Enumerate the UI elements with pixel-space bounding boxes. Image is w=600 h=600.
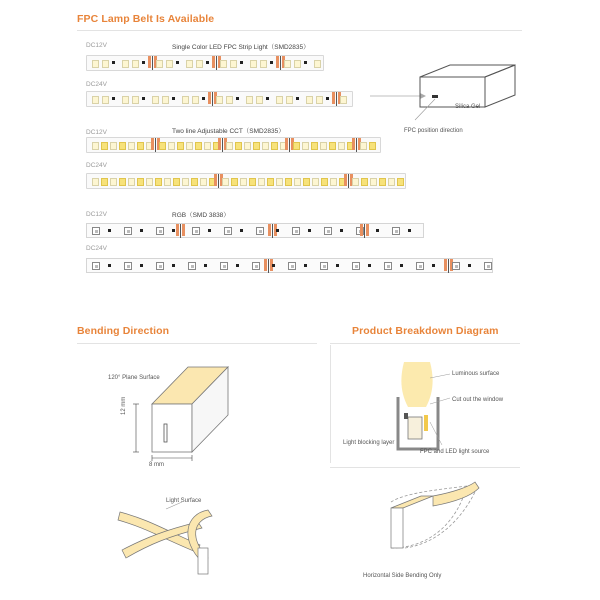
rgb-led-chip xyxy=(324,227,332,235)
rgb-led-chip xyxy=(392,227,400,235)
warm-led-chip xyxy=(249,178,256,186)
cold-led-chip xyxy=(204,142,211,150)
strip-label-cct: Two line Adjustable CCT（SMD2835） xyxy=(172,128,285,135)
solder-pad xyxy=(366,224,369,236)
resistor xyxy=(236,97,239,100)
section-divider-vertical xyxy=(330,345,331,463)
led-chip xyxy=(196,60,203,68)
led-chip xyxy=(314,60,321,68)
led-strip-rgb-24v xyxy=(86,258,493,273)
warm-led-chip xyxy=(253,142,260,150)
led-chip xyxy=(220,60,227,68)
cold-led-chip xyxy=(370,178,377,186)
cut-mark xyxy=(155,138,156,152)
resistor xyxy=(432,264,435,267)
led-chip xyxy=(256,96,263,104)
cold-led-chip xyxy=(92,178,99,186)
resistor xyxy=(108,264,111,267)
rgb-led-chip xyxy=(124,227,132,235)
warm-led-chip xyxy=(159,142,166,150)
resistor xyxy=(112,61,115,64)
cold-led-chip xyxy=(182,178,189,186)
led-chip xyxy=(284,60,291,68)
led-chip xyxy=(162,96,169,104)
cold-led-chip xyxy=(128,142,135,150)
led-chip xyxy=(260,60,267,68)
rgb-led-chip xyxy=(320,262,328,270)
resistor xyxy=(336,264,339,267)
rgb-led-chip xyxy=(188,262,196,270)
warm-led-chip xyxy=(195,142,202,150)
warm-led-chip xyxy=(293,142,300,150)
led-chip xyxy=(102,96,109,104)
cut-window-label: Cut out the window xyxy=(452,397,504,403)
plane-surface-label: 120° Plane Surface xyxy=(108,375,160,381)
resistor xyxy=(112,97,115,100)
strip-label-rgb: RGB（SMD 3838） xyxy=(172,212,230,219)
resistor xyxy=(276,229,279,232)
led-chip xyxy=(186,60,193,68)
warm-led-chip xyxy=(303,178,310,186)
cut-mark xyxy=(222,138,223,152)
resistor xyxy=(326,97,329,100)
voltage-label-12v: DC12V xyxy=(86,211,107,218)
solder-pad xyxy=(218,138,221,150)
horizontal-bending-diagram xyxy=(375,478,495,578)
cut-mark xyxy=(356,138,357,152)
cold-led-chip xyxy=(128,178,135,186)
cut-mark xyxy=(348,174,349,188)
resistor xyxy=(266,97,269,100)
solder-pad xyxy=(176,224,179,236)
warm-led-chip xyxy=(137,142,144,150)
solder-pad xyxy=(360,224,363,236)
warm-led-chip xyxy=(285,178,292,186)
cold-led-chip xyxy=(352,178,359,186)
warm-led-chip xyxy=(321,178,328,186)
cold-led-chip xyxy=(258,178,265,186)
resistor xyxy=(142,97,145,100)
light-surface-label: Light Surface xyxy=(166,498,202,504)
cut-mark xyxy=(218,174,219,188)
solder-pad xyxy=(208,92,211,104)
warm-led-chip xyxy=(119,142,126,150)
resistor xyxy=(368,264,371,267)
section-divider xyxy=(330,467,520,468)
warm-led-chip xyxy=(369,142,376,150)
cold-led-chip xyxy=(240,178,247,186)
resistor xyxy=(304,61,307,64)
warm-led-chip xyxy=(329,142,336,150)
led-strip-single-12v xyxy=(86,55,324,71)
warm-led-chip xyxy=(271,142,278,150)
warm-led-chip xyxy=(379,178,386,186)
led-chip xyxy=(294,60,301,68)
cut-mark xyxy=(280,56,281,70)
cold-led-chip xyxy=(186,142,193,150)
led-chip xyxy=(216,96,223,104)
rgb-led-chip xyxy=(256,227,264,235)
resistor xyxy=(240,61,243,64)
solder-pad xyxy=(212,56,215,68)
fpc-direction-label: FPC position direction xyxy=(404,128,463,134)
voltage-label-12v: DC12V xyxy=(86,42,107,49)
resistor xyxy=(140,229,143,232)
rgb-led-chip xyxy=(452,262,460,270)
led-chip xyxy=(276,96,283,104)
cut-mark xyxy=(336,92,337,106)
warm-led-chip xyxy=(267,178,274,186)
bending-cross-diagram xyxy=(110,500,240,580)
profile-dimension-diagram xyxy=(130,362,240,472)
solder-pad xyxy=(352,138,355,150)
fpc-led-label: FPC and LED light source xyxy=(420,449,490,455)
width-dimension: 8 mm xyxy=(149,462,164,468)
warm-led-chip xyxy=(311,142,318,150)
resistor xyxy=(272,264,275,267)
section-divider xyxy=(77,343,317,344)
led-chip xyxy=(102,60,109,68)
led-chip xyxy=(122,96,129,104)
solder-pad xyxy=(444,259,447,271)
rgb-led-chip xyxy=(92,262,100,270)
rgb-led-chip xyxy=(156,262,164,270)
resistor xyxy=(108,229,111,232)
cold-led-chip xyxy=(222,178,229,186)
rgb-led-chip xyxy=(192,227,200,235)
solder-pad xyxy=(148,56,151,68)
warm-led-chip xyxy=(235,142,242,150)
resistor xyxy=(296,97,299,100)
led-strip-cct-24v xyxy=(86,173,406,189)
resistor xyxy=(140,264,143,267)
rgb-led-chip xyxy=(156,227,164,235)
voltage-label-12v: DC12V xyxy=(86,129,107,136)
cut-mark xyxy=(268,259,269,273)
rgb-led-chip xyxy=(220,262,228,270)
resistor xyxy=(208,229,211,232)
warm-led-chip xyxy=(231,178,238,186)
voltage-label-24v: DC24V xyxy=(86,245,107,252)
section-title-fpc: FPC Lamp Belt Is Available xyxy=(77,13,215,25)
resistor xyxy=(172,97,175,100)
resistor xyxy=(172,229,175,232)
warm-led-chip xyxy=(137,178,144,186)
resistor xyxy=(376,229,379,232)
section-divider xyxy=(77,30,522,31)
section-title-bending: Bending Direction xyxy=(77,325,170,337)
led-chip xyxy=(246,96,253,104)
cold-led-chip xyxy=(164,178,171,186)
led-strip-cct-12v xyxy=(86,137,381,153)
cold-led-chip xyxy=(262,142,269,150)
solder-pad xyxy=(264,259,267,271)
height-dimension: 12 mm xyxy=(121,396,127,415)
led-chip xyxy=(132,60,139,68)
warm-led-chip xyxy=(397,178,404,186)
resistor xyxy=(400,264,403,267)
led-strip-single-24v xyxy=(86,91,353,107)
cold-led-chip xyxy=(168,142,175,150)
led-chip xyxy=(316,96,323,104)
cold-led-chip xyxy=(244,142,251,150)
cold-led-chip xyxy=(110,178,117,186)
resistor xyxy=(172,264,175,267)
resistor xyxy=(202,97,205,100)
led-chip xyxy=(192,96,199,104)
cut-mark xyxy=(152,56,153,70)
solder-pad xyxy=(214,174,217,186)
warm-led-chip xyxy=(155,178,162,186)
cut-mark xyxy=(180,224,181,238)
strip-label-single: Single Color LED FPC Strip Light（SMD2835） xyxy=(172,44,310,51)
cold-led-chip xyxy=(146,178,153,186)
led-chip xyxy=(250,60,257,68)
solder-pad xyxy=(332,92,335,104)
cold-led-chip xyxy=(338,142,345,150)
led-chip xyxy=(122,60,129,68)
warm-led-chip xyxy=(191,178,198,186)
rgb-led-chip xyxy=(484,262,492,270)
resistor xyxy=(142,61,145,64)
rgb-led-chip xyxy=(292,227,300,235)
solder-pad xyxy=(344,174,347,186)
rgb-led-chip xyxy=(352,262,360,270)
cut-mark xyxy=(448,259,449,273)
solder-pad xyxy=(182,224,185,236)
rgb-led-chip xyxy=(252,262,260,270)
voltage-label-24v: DC24V xyxy=(86,81,107,88)
led-chip xyxy=(182,96,189,104)
led-chip xyxy=(132,96,139,104)
cut-mark xyxy=(272,224,273,238)
rgb-led-chip xyxy=(224,227,232,235)
warm-led-chip xyxy=(101,142,108,150)
solder-pad xyxy=(276,56,279,68)
resistor xyxy=(304,264,307,267)
voltage-label-24v: DC24V xyxy=(86,162,107,169)
cut-mark xyxy=(289,138,290,152)
led-chip xyxy=(152,96,159,104)
horizontal-bending-label: Horizontal Side Bending Only xyxy=(363,573,442,579)
rgb-led-chip xyxy=(416,262,424,270)
led-chip xyxy=(286,96,293,104)
rgb-led-chip xyxy=(92,227,100,235)
breakdown-leader-lines xyxy=(430,370,460,460)
cold-led-chip xyxy=(276,178,283,186)
resistor xyxy=(236,264,239,267)
warm-led-chip xyxy=(101,178,108,186)
cut-mark xyxy=(216,56,217,70)
solder-pad xyxy=(285,138,288,150)
resistor xyxy=(270,61,273,64)
cold-led-chip xyxy=(360,142,367,150)
led-chip xyxy=(166,60,173,68)
cold-led-chip xyxy=(312,178,319,186)
resistor xyxy=(308,229,311,232)
silica-gel-label: Silica Gel xyxy=(455,104,481,110)
rgb-led-chip xyxy=(124,262,132,270)
led-chip xyxy=(230,60,237,68)
cold-led-chip xyxy=(200,178,207,186)
cut-mark xyxy=(364,224,365,238)
led-chip xyxy=(306,96,313,104)
warm-led-chip xyxy=(173,178,180,186)
solder-pad xyxy=(151,138,154,150)
cold-led-chip xyxy=(320,142,327,150)
warm-led-chip xyxy=(177,142,184,150)
led-strip-rgb-12v xyxy=(86,223,424,238)
led-chip xyxy=(92,60,99,68)
led-chip xyxy=(156,60,163,68)
solder-pad xyxy=(268,224,271,236)
rgb-led-chip xyxy=(384,262,392,270)
luminous-surface-label: Luminous surface xyxy=(452,371,500,377)
cold-led-chip xyxy=(110,142,117,150)
resistor xyxy=(340,229,343,232)
led-chip xyxy=(92,96,99,104)
resistor xyxy=(176,61,179,64)
section-divider xyxy=(330,343,520,344)
led-chip xyxy=(226,96,233,104)
resistor xyxy=(468,264,471,267)
cold-led-chip xyxy=(294,178,301,186)
cold-led-chip xyxy=(388,178,395,186)
warm-led-chip xyxy=(361,178,368,186)
cut-mark xyxy=(212,92,213,106)
cold-led-chip xyxy=(330,178,337,186)
section-title-breakdown: Product Breakdown Diagram xyxy=(352,325,499,337)
warm-led-chip xyxy=(119,178,126,186)
cold-led-chip xyxy=(226,142,233,150)
resistor xyxy=(204,264,207,267)
cold-led-chip xyxy=(92,142,99,150)
resistor xyxy=(408,229,411,232)
cold-led-chip xyxy=(302,142,309,150)
resistor xyxy=(206,61,209,64)
resistor xyxy=(240,229,243,232)
rgb-led-chip xyxy=(288,262,296,270)
led-chip xyxy=(340,96,347,104)
light-blocking-label: Light blocking layer xyxy=(343,440,395,446)
